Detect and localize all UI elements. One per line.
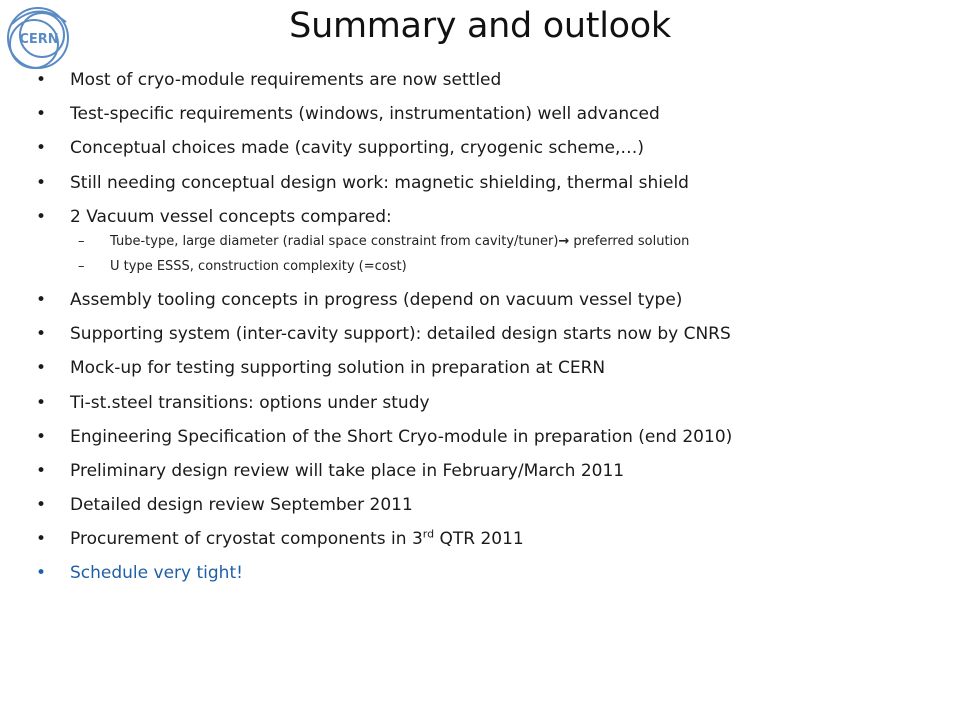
right-arrow-icon: → — [558, 233, 570, 249]
bullet-item — [36, 562, 936, 584]
bullet-text: Test-specific requirements (windows, instrumentation) well advanced — [70, 104, 660, 125]
bullet-text: Ti-st.steel transitions: options under study — [70, 392, 430, 413]
bullet-item — [36, 137, 936, 159]
bullet-text: Supporting system (inter-cavity support): detailed design starts now by CNRS — [70, 324, 731, 345]
bullet-text: Conceptual choices made (cavity supporting, cryogenic scheme,…) — [70, 138, 645, 159]
bullet-text: Mock-up for testing supporting solution in preparation at CERN — [70, 358, 606, 379]
bullet-text: Assembly tooling concepts in progress (depend on vacuum vessel type) — [70, 289, 683, 310]
bullet-text: Procurement of cryostat components in 3 — [70, 529, 423, 550]
bullet-item — [36, 206, 936, 277]
cern-logo-text: CERN — [19, 32, 59, 47]
sub-bullet-text: U type ESSS, construction complexity (=cost) — [110, 258, 407, 274]
bullet-text: Engineering Specification of the Short Cryo-module in preparation (end 2010) — [70, 426, 733, 447]
bullet-item — [36, 460, 936, 482]
bullet-list — [36, 69, 936, 597]
sub-bullet-text: Tube-type, large diameter (radial space constraint from cavity/tuner) — [110, 233, 559, 249]
slide-title: Summary and outlook — [289, 6, 671, 46]
bullet-item — [36, 289, 936, 311]
bullet-item — [36, 172, 936, 194]
sub-bullet-text-suffix: preferred solution — [569, 233, 690, 249]
bullet-item — [36, 426, 936, 448]
bullet-text: Schedule very tight! — [70, 563, 243, 584]
bullet-text: Preliminary design review will take place in February/March 2011 — [70, 460, 625, 481]
sub-bullet-item — [70, 232, 936, 252]
bullet-item — [36, 392, 936, 414]
bullet-item — [36, 528, 936, 550]
bullet-text: 2 Vacuum vessel concepts compared: — [70, 206, 392, 227]
bullet-item — [36, 323, 936, 345]
bullet-superscript: rd — [422, 527, 435, 541]
bullet-item — [36, 69, 936, 91]
bullet-item — [36, 357, 936, 379]
bullet-text-suffix: QTR 2011 — [434, 529, 524, 550]
bullet-item — [36, 103, 936, 125]
bullet-text: Still needing conceptual design work: magnetic shielding, thermal shield — [70, 172, 689, 193]
bullet-text: Detailed design review September 2011 — [70, 495, 413, 516]
bullet-text: Most of cryo-module requirements are now settled — [70, 70, 502, 90]
sub-bullet-item — [70, 257, 936, 277]
bullet-item — [36, 494, 936, 516]
sub-bullet-list — [70, 232, 936, 277]
